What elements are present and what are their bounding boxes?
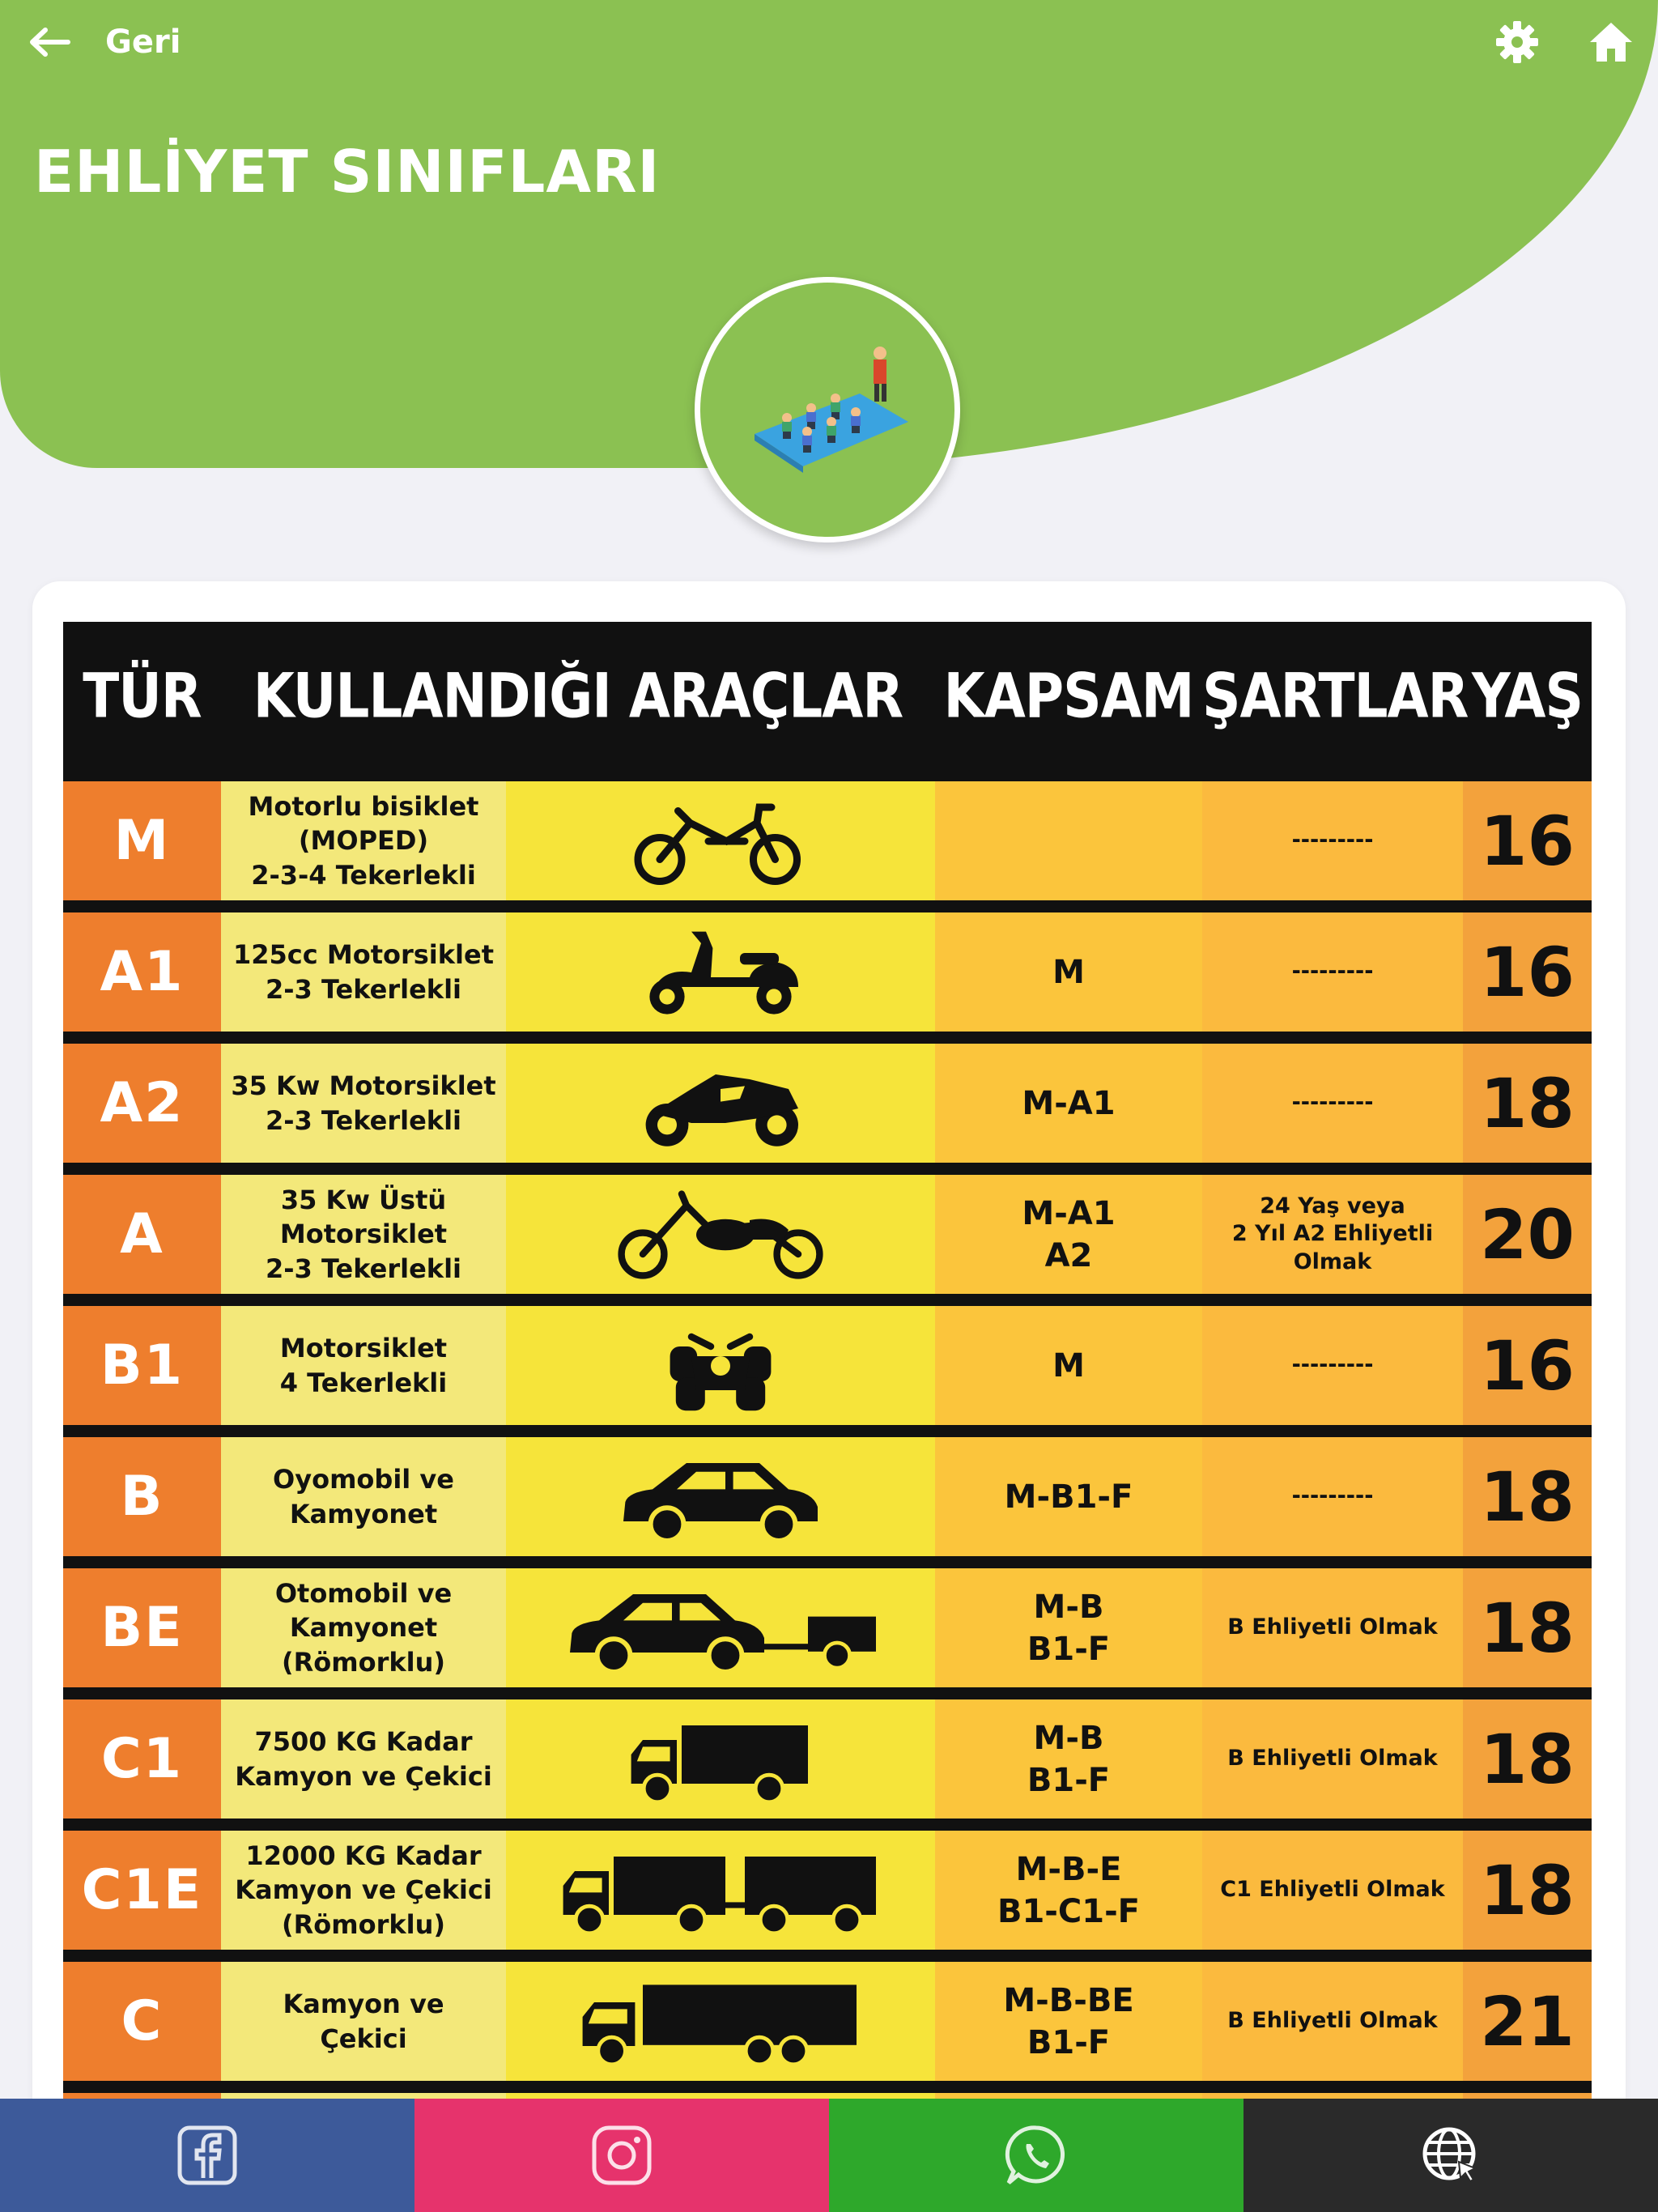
facebook-button[interactable] [0, 2099, 414, 2212]
small-truck-icon [623, 1711, 818, 1808]
whatsapp-button[interactable] [829, 2099, 1244, 2212]
scope: M-B B1-F [935, 1568, 1202, 1687]
vehicle-description: 125cc Motorsiklet 2-3 Tekerlekli [221, 912, 506, 1032]
requirements: --------- [1202, 1437, 1463, 1556]
table-row [63, 1044, 1592, 1163]
age: 21 [1463, 1962, 1592, 2081]
vehicle-description: 35 Kw Motorsiklet 2-3 Tekerlekli [221, 1044, 506, 1163]
home-icon[interactable] [1587, 18, 1635, 66]
settings-icon[interactable] [1493, 18, 1541, 66]
table-row [63, 1962, 1592, 2081]
scope: M-B B1-F [935, 1699, 1202, 1819]
car-icon [614, 1448, 827, 1546]
age: 18 [1463, 1699, 1592, 1819]
license-type: C1 [63, 1699, 221, 1819]
classroom-badge [695, 277, 960, 542]
vehicle-description: 12000 KG Kadar Kamyon ve Çekici (Römorklu) [221, 1831, 506, 1950]
car-trailer-icon [560, 1580, 881, 1677]
scooter-icon [633, 924, 808, 1021]
age: 18 [1463, 1831, 1592, 1950]
table-row [63, 1831, 1592, 1950]
license-type: A2 [63, 1044, 221, 1163]
header-scope: KAPSAM [943, 659, 1194, 732]
scope [935, 781, 1202, 900]
requirements: C1 Ehliyetli Olmak [1202, 1831, 1463, 1950]
license-type: A1 [63, 912, 221, 1032]
table-row [63, 1175, 1592, 1294]
atv-icon [662, 1317, 779, 1414]
age: 16 [1463, 781, 1592, 900]
scope: M [935, 912, 1202, 1032]
scope: M-A1 [935, 1044, 1202, 1163]
license-type: A [63, 1175, 221, 1294]
requirements: --------- [1202, 912, 1463, 1032]
vehicle-description: Oyomobil ve Kamyonet [221, 1437, 506, 1556]
vehicle-description: Motorsiklet 4 Tekerlekli [221, 1306, 506, 1425]
table-row [63, 781, 1592, 900]
scope: M-B1-F [935, 1437, 1202, 1556]
age: 16 [1463, 1306, 1592, 1425]
whatsapp-icon [1002, 2121, 1070, 2189]
scope: M-A1 A2 [935, 1175, 1202, 1294]
arrow-left-icon [28, 26, 71, 58]
vehicle-description: Otomobil ve Kamyonet (Römorklu) [221, 1568, 506, 1687]
requirements: --------- [1202, 1044, 1463, 1163]
header-type: TÜR [83, 659, 202, 732]
license-classes-table [63, 622, 1592, 2105]
vehicle-description: 35 Kw Üstü Motorsiklet 2-3 Tekerlekli [221, 1175, 506, 1294]
age: 18 [1463, 1568, 1592, 1687]
requirements: B Ehliyetli Olmak [1202, 1568, 1463, 1687]
table-row [63, 1437, 1592, 1556]
scope: M-B-BE B1-F [935, 1962, 1202, 2081]
table-header [63, 622, 1592, 769]
back-label: Geri [105, 23, 181, 61]
moped-icon [623, 793, 818, 890]
social-bar [0, 2099, 1658, 2212]
license-type: B [63, 1437, 221, 1556]
requirements: 24 Yaş veya 2 Yıl A2 Ehliyetli Olmak [1202, 1175, 1463, 1294]
vehicle-description: Motorlu bisiklet (MOPED) 2-3-4 Tekerlekli [221, 781, 506, 900]
chopper-icon [614, 1186, 827, 1283]
requirements: --------- [1202, 781, 1463, 900]
header-age: YAŞ [1471, 659, 1584, 732]
facebook-icon [173, 2121, 241, 2189]
scope: M [935, 1306, 1202, 1425]
web-icon [1417, 2121, 1485, 2189]
table-row [63, 1568, 1592, 1687]
table-row [63, 1699, 1592, 1819]
requirements: B Ehliyetli Olmak [1202, 1699, 1463, 1819]
classroom-icon [738, 337, 916, 483]
table-row [63, 1306, 1592, 1425]
page-title: EHLİYET SINIFLARI [34, 138, 661, 206]
requirements: --------- [1202, 1306, 1463, 1425]
age: 18 [1463, 1437, 1592, 1556]
website-button[interactable] [1244, 2099, 1658, 2212]
header-requirements: ŞARTLAR [1202, 659, 1469, 732]
big-truck-icon [575, 1973, 866, 2070]
license-type: M [63, 781, 221, 900]
license-type: BE [63, 1568, 221, 1687]
sportbike-icon [633, 1055, 808, 1152]
license-type: C [63, 1962, 221, 2081]
vehicle-description: 7500 KG Kadar Kamyon ve Çekici [221, 1699, 506, 1819]
table-row [63, 912, 1592, 1032]
age: 18 [1463, 1044, 1592, 1163]
instagram-icon [588, 2121, 656, 2189]
truck-trailer-icon [555, 1842, 886, 1939]
scope: M-B-E B1-C1-F [935, 1831, 1202, 1950]
vehicle-description: Kamyon ve Çekici [221, 1962, 506, 2081]
age: 16 [1463, 912, 1592, 1032]
license-type: C1E [63, 1831, 221, 1950]
header-vehicles: KULLANDIĞI ARAÇLAR [253, 659, 903, 732]
license-type: B1 [63, 1306, 221, 1425]
requirements: B Ehliyetli Olmak [1202, 1962, 1463, 2081]
instagram-button[interactable] [414, 2099, 829, 2212]
back-button[interactable] [28, 18, 181, 66]
age: 20 [1463, 1175, 1592, 1294]
